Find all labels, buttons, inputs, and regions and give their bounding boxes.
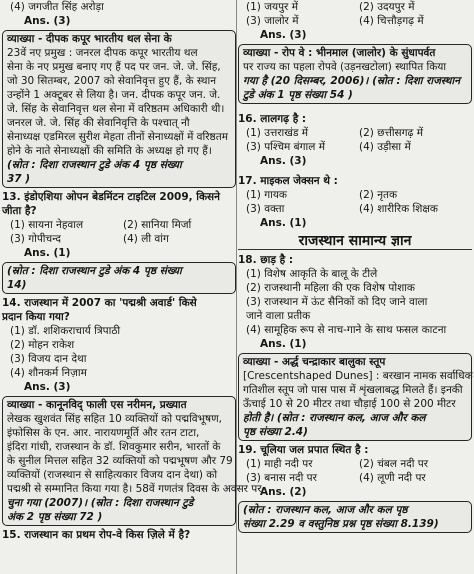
answer: Ans. (3) [260, 155, 307, 167]
option: (1) जयपुर में [246, 1, 298, 13]
source-line: पृष्ठ संख्या 2.4) [243, 426, 308, 438]
option: (3) बनास नदी पर [246, 472, 317, 484]
left-column [2, 0, 262, 574]
source-line: 14) [7, 279, 27, 291]
source-line: (स्रोत : दिशा राजस्थान टुडे अंक 4 पृष्ठ संख्या [7, 265, 182, 277]
option: (2) नृतक [359, 189, 398, 201]
source-line: चुना गया (2007)। (स्रोत : दिशा राजस्थान टुडे [7, 497, 194, 509]
options-row [238, 126, 472, 140]
heading-rule [238, 249, 472, 250]
options-row [2, 232, 236, 246]
question-14-cont: प्रदान किया गया? [2, 311, 70, 323]
answer: Ans. (1) [260, 338, 307, 350]
options-row [238, 471, 472, 485]
option: (2) सानिया मिर्जा [123, 219, 192, 231]
explanation-line: व्याख्या - कानूनविद् फाली एस नरीमन, प्रख्यात [7, 399, 187, 411]
option: (3) वक्ता [246, 203, 285, 215]
explanation-line: 23वें नए प्रमुख : जनरल दीपक कपूर भारतीय थल [7, 47, 198, 59]
explanation-line: सेनाध्यक्ष एडमिरल सुरीश मेहता तीनों सेनाध्यक्षों में वरिष्ठतम [7, 131, 228, 143]
option: (4) ली वांग [123, 233, 169, 245]
option: (2) छत्तीसगढ़ में [359, 127, 424, 139]
option: (4) चित्तौड़गढ़ में [359, 15, 424, 27]
explanation-box [238, 44, 472, 104]
question-18: 18. छाड़ है : [238, 254, 294, 266]
explanation-line: इंफोसिस के एन. आर. नारायणमूर्ति और रतन टाटा, [7, 427, 200, 439]
explanation-line: जो 30 सितम्बर, 2007 को सेवानिवृत्त हुए हैं, के स्थान [7, 75, 217, 87]
option: (3) राजस्थान में ऊंट सैनिकों को दिए जाने वाला [246, 296, 428, 308]
option: (3) जालोर में [246, 15, 299, 27]
source-box [238, 501, 472, 533]
explanation-line: [Crescentshaped Dunes] : बरखान नामक सर्वाधिक [243, 370, 473, 382]
source-line: होती है। (स्रोत : राजस्थान कल, आज और कल [243, 412, 426, 424]
options-row [238, 0, 472, 14]
right-column [238, 0, 472, 574]
option: (4) सामूहिक रूप से नाच-गाने के साथ फसल काटना [246, 324, 447, 336]
question-13-cont: जीता है? [2, 205, 37, 217]
source-line: संख्या 2.29 व वस्तुनिष्ठ प्रश्न पृष्ठ संख्या 8.139) [243, 518, 439, 530]
source-line: (स्रोत : राजस्थान कल, आज और कल पृष्ठ [243, 504, 408, 516]
option: (4) शारीरिक शिक्षक [359, 203, 438, 215]
option: (1) सायना नेहवाल [10, 219, 84, 231]
explanation-line: पद्मश्री से सम्मानित किया गया है। 58वें गणतंत्र दिवस के अवसर पर [7, 483, 262, 495]
answer: Ans. (1) [260, 217, 307, 229]
question-15: 15. राजस्थान का प्रथम रोप-वे किस ज़िले में है? [2, 529, 191, 541]
option: (3) गोपीचन्द [10, 233, 62, 245]
option: (1) माही नदी पर [246, 458, 313, 470]
explanation-line: सेना के नए प्रमुख बनाए गए हैं पद पर जन. जे. जे. सिंह, [7, 61, 221, 73]
options-row [2, 218, 236, 232]
explanation-line: पर राज्य का पहला रोपवे (उड़नखटोला) स्थापित किया [243, 61, 447, 73]
option: (1) गायक [246, 189, 287, 201]
question-14: 14. राजस्थान में 2007 का 'पद्मश्री अवार्ड' किसे [2, 297, 197, 309]
option: (2) उदयपुर में [359, 1, 415, 13]
option: (4) लूणी नदी पर [359, 472, 426, 484]
answer: Ans. (3) [24, 15, 71, 27]
option: (1) उत्तराखंड में [246, 127, 309, 139]
option: (2) चंबल नदी पर [359, 458, 429, 470]
options-row [238, 140, 472, 154]
options-row [238, 457, 472, 471]
explanation-line: जे. सिंह के सेवानिवृत्त थल सेना में वरिष्ठतम अधिकारी थी। [7, 103, 225, 115]
explanation-line: लेखक खुशवंत सिंह सहित 10 व्यक्तियों को पद्मविभूषण, [7, 413, 223, 425]
explanation-box [238, 353, 472, 441]
explanation-line: गतिशील स्तूप जो पास पास में शृंखलाबद्ध मिलते हैं। इनकी [243, 384, 463, 396]
options-row [238, 14, 472, 28]
explanation-line: व्यक्तियों (राजस्थान से साहित्यकार विजय दान देथा) को [7, 469, 218, 481]
answer: Ans. (1) [24, 247, 71, 259]
option: (1) डॉ. शशिकराचार्य त्रिपाठी [10, 325, 121, 337]
explanation-box [2, 396, 262, 526]
option: (2) मोहन राकेश [10, 339, 75, 351]
explanation-line: ऊँचाई 10 से 20 मीटर तथा चौड़ाई 100 से 200 मीटर [243, 398, 456, 410]
answer: Ans. (3) [24, 381, 71, 393]
section-heading: राजस्थान सामान्य ज्ञान [298, 233, 412, 249]
question-16: 16. लालगढ़ है : [238, 113, 307, 125]
source-line: (स्रोत : दिशा राजस्थान टुडे अंक 4 पृष्ठ संख्या [7, 159, 182, 171]
answer: Ans. (3) [260, 29, 307, 41]
options-row [238, 202, 472, 216]
explanation-line: उन्होंने 1 अक्टूबर से लिया है। जन. दीपक कपूर जन. जे. [7, 89, 221, 101]
options-row [238, 188, 472, 202]
option: (3) विजय दान देथा [10, 353, 87, 365]
option: (2) राजस्थानी महिला की एक विशेष पोशाक [246, 282, 415, 294]
question-19: 19. चूलिया जल प्रपात स्थित है : [238, 444, 369, 456]
answer: Ans. (2) [260, 486, 307, 498]
explanation-line: व्याख्या - अर्द्ध चन्द्राकार बालुका स्तूप [243, 356, 386, 368]
question-17: 17. माइकल जेक्सन थे : [238, 175, 338, 187]
source-box [2, 262, 236, 294]
explanation-line: जनरल जे. जे. सिंह की सेवानिवृत्ति के पश्चात् नौ [7, 117, 190, 129]
option: (4) उड़ीसा में [359, 141, 411, 153]
explanation-line: होने के नाते सेनाध्यक्षों की समिति के अध्यक्ष हो गए हैं। [7, 145, 212, 157]
explanation-line: इंदिरा गांधी, राजस्थान के डॉ. शिवकुमार सरीन, भारतों के [7, 441, 221, 453]
source-line: गया है (20 दिसम्बर, 2006)। (स्रोत : दिशा राजस्थान [243, 75, 461, 87]
explanation-line: के सुनील मित्तल सहित 32 व्यक्तियों को पद्मभूषण और 79 [7, 455, 233, 467]
option: (3) पश्चिम बंगाल में [246, 141, 326, 153]
explanation-box [2, 30, 236, 188]
option: (4) जगजीत सिंह अरोड़ा [10, 1, 104, 13]
source-line: 37 ) [7, 173, 31, 185]
explanation-line: व्याख्या - रोप वे : भीनमाल (जालोर) के सुंधापर्वत [243, 47, 436, 59]
question-13: 13. इंडोएशिया ओपन बेडमिंटन टाइटिल 2009, किसने [2, 191, 220, 203]
option: (4) शौनकर्म निज़ाम [10, 367, 87, 379]
explanation-line: व्याख्या - दीपक कपूर भारतीय थल सेना के [7, 33, 172, 45]
source-line: टुडे अंक 1 पृष्ठ संख्या 54 ) [243, 89, 353, 101]
source-line: अंक 2 पृष्ठ संख्या 72 ) [7, 511, 103, 523]
option: जाने वाला प्रतीक [246, 310, 311, 322]
option: (1) विशेष आकृति के बालू के टीले [246, 268, 378, 280]
